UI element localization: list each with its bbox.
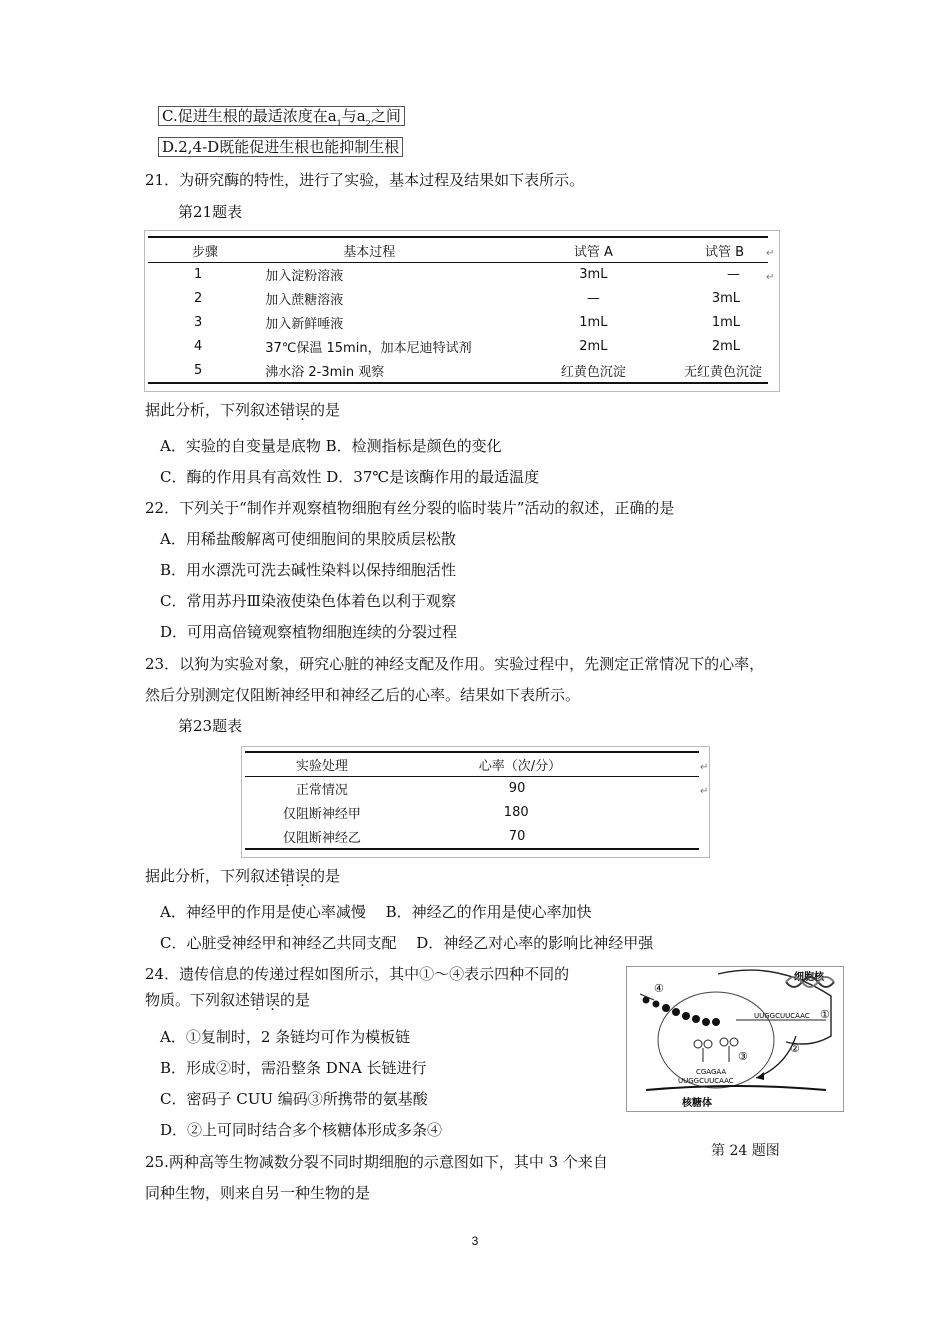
table-cell: 70 <box>508 828 526 844</box>
table-cell: 3mL <box>711 290 740 306</box>
q20-option-d: D.2,4-D既能促进生根也能抑制生根 <box>158 137 403 157</box>
table-row <box>245 824 699 848</box>
table-cell: 2mL <box>579 338 608 354</box>
anticodon-sequence: CGAGAA <box>696 1068 727 1076</box>
table-row <box>150 334 770 358</box>
q25-stem-line2: 同种生物，则来自另一种生物的是 <box>145 1184 371 1202</box>
ribosome-label: 核糖体 <box>682 1098 712 1109</box>
table-cell: 2 <box>194 290 203 306</box>
q21-prompt: 据此分析，下列叙述错误的是 <box>145 401 341 419</box>
mrna-sequence-bottom: UUGGCUUCAAC <box>678 1077 734 1085</box>
table-cell: 1 <box>194 266 203 282</box>
marker-2: ② <box>790 1042 800 1055</box>
q24-option-b: B．形成②时，需沿整条 DNA 长链进行 <box>160 1059 427 1077</box>
table-cell: 无红黄色沉淀 <box>683 364 762 380</box>
table-row <box>150 310 770 334</box>
q21-table <box>150 238 770 382</box>
q24-stem-line1: 24．遗传信息的传递过程如图所示，其中①～④表示四种不同的 <box>145 965 570 983</box>
q21-table-caption: 第21题表 <box>178 203 243 221</box>
marker-3: ③ <box>738 1050 748 1063</box>
q23-stem-line1: 23．以狗为实验对象，研究心脏的神经支配及作用。实验过程中，先测定正常情况下的心率， <box>145 655 765 673</box>
q21-header-step: 步骤 <box>192 244 219 260</box>
q23-table <box>245 752 699 848</box>
table-row <box>150 262 770 286</box>
q23-header-treatment: 实验处理 <box>295 758 348 774</box>
q22-option-c: C．常用苏丹Ⅲ染液使染色体着色以利于观察 <box>160 592 456 610</box>
q23-stem-line2: 然后分别测定仅阻断神经甲和神经乙后的心率。结果如下表所示。 <box>145 686 581 704</box>
q24-option-c: C．密码子 CUU 编码③所携带的氨基酸 <box>160 1090 428 1108</box>
q24-option-a: A．①复制时，2 条链均可作为模板链 <box>160 1028 411 1046</box>
paragraph-mark: ↵ <box>766 272 775 283</box>
table-cell: — <box>727 266 740 282</box>
nucleus-label: 细胞核 <box>794 972 824 983</box>
q24-figure <box>626 966 844 1112</box>
q25-stem-line1: 25.两种高等生物减数分裂不同时期细胞的示意图如下，其中 3 个来自 <box>145 1153 608 1171</box>
table-cell: 90 <box>508 780 526 796</box>
q23-header-heart-rate: 心率（次/分） <box>478 758 562 774</box>
table-cell: 红黄色沉淀 <box>560 364 626 380</box>
table-cell: 沸水浴 2-3min 观察 <box>265 364 385 380</box>
q22-option-a: A．用稀盐酸解离可使细胞间的果胶质层松散 <box>160 530 456 548</box>
table-cell: 1mL <box>579 314 608 330</box>
q21-stem: 21．为研究酶的特性，进行了实验，基本过程及结果如下表所示。 <box>145 171 585 189</box>
marker-4: ④ <box>654 982 664 995</box>
table-cell: 加入蔗糖溶液 <box>265 292 344 308</box>
table-cell: 正常情况 <box>295 782 348 798</box>
table-cell: 4 <box>194 338 203 354</box>
table-cell: 37℃保温 15min，加本尼迪特试剂 <box>265 340 472 356</box>
mrna-sequence-top: UUGGCUUCAAC <box>754 1012 810 1020</box>
table-cell: 2mL <box>711 338 740 354</box>
q21-header-tube-b: 试管 B <box>704 244 744 260</box>
q21-options-cd: C．酶的作用具有高效性 D．37℃是该酶作用的最适温度 <box>160 468 540 486</box>
paragraph-mark: ↵ <box>700 762 709 773</box>
q21-bottom-rule <box>148 382 768 384</box>
q21-header-tube-a: 试管 A <box>573 244 613 260</box>
table-cell: 3 <box>194 314 203 330</box>
q23-prompt: 据此分析，下列叙述错误的是 <box>145 867 341 885</box>
q22-stem: 22．下列关于“制作并观察植物细胞有丝分裂的临时装片”活动的叙述，正确的是 <box>145 499 675 517</box>
q23-header-row <box>245 752 699 776</box>
q24-figure-caption: 第 24 题图 <box>711 1143 780 1159</box>
q21-header-row <box>150 238 770 262</box>
q23-options-ab: A．神经甲的作用是使心率减慢 B．神经乙的作用是使心率加快 <box>160 903 592 921</box>
table-cell: — <box>586 290 600 306</box>
q23-options-cd: C．心脏受神经甲和神经乙共同支配 D．神经乙对心率的影响比神经甲强 <box>160 934 654 952</box>
table-row <box>150 358 770 382</box>
q23-bottom-rule <box>245 848 699 850</box>
table-cell: 180 <box>503 804 529 820</box>
page-number: 3 <box>471 1234 479 1248</box>
q24-stem-line2: 物质。下列叙述错误的是 <box>145 991 311 1009</box>
paragraph-mark: ↵ <box>766 248 775 259</box>
q22-option-d: D．可用高倍镜观察植物细胞连续的分裂过程 <box>160 623 458 641</box>
table-cell: 加入淀粉溶液 <box>265 268 344 284</box>
table-row <box>245 776 699 800</box>
q22-option-b: B．用水漂洗可洗去碱性染料以保持细胞活性 <box>160 561 457 579</box>
table-cell: 1mL <box>711 314 740 330</box>
table-row <box>245 800 699 824</box>
table-cell: 5 <box>194 362 203 378</box>
q21-header-process: 基本过程 <box>343 244 396 260</box>
paragraph-mark: ↵ <box>700 786 709 797</box>
table-row <box>150 286 770 310</box>
q23-table-caption: 第23题表 <box>178 717 243 735</box>
marker-1: ① <box>820 1008 830 1021</box>
table-cell: 仅阻断神经甲 <box>282 806 361 822</box>
q20-option-c: C.促进生根的最适浓度在$a_1$与$a_2$之间 <box>158 106 405 129</box>
table-cell: 加入新鲜唾液 <box>265 316 344 332</box>
q21-options-ab: A．实验的自变量是底物 B．检测指标是颜色的变化 <box>160 437 502 455</box>
table-cell: 3mL <box>579 266 608 282</box>
table-cell: 仅阻断神经乙 <box>282 830 361 846</box>
q24-option-d: D．②上可同时结合多个核糖体形成多条④ <box>160 1121 443 1139</box>
